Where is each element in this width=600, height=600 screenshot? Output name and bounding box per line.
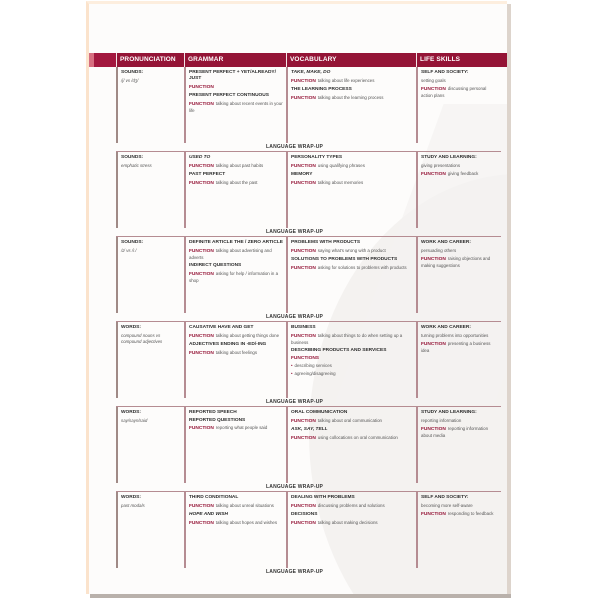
vocabulary-heading: SOLUTIONS TO PROBLEMS WITH PRODUCTS [291, 257, 398, 262]
function-label: FUNCTION [291, 333, 316, 339]
function-label: FUNCTION [189, 271, 214, 277]
header-life-skills: LIFE SKILLS [416, 53, 501, 67]
pronunciation-cell [116, 152, 184, 228]
grammar-heading: HOPE AND WISH [189, 512, 228, 517]
function-text: talking about oral communication [317, 417, 382, 423]
pronunciation-title: SOUNDS: [121, 240, 144, 245]
pronunciation-cell [116, 322, 184, 398]
life-skills-detail: setting goals [421, 77, 446, 83]
wrap-up-label: LANGUAGE WRAP-UP [266, 484, 324, 490]
function-text: talking about recent events in your life [189, 100, 283, 113]
vocabulary-heading: BUSINESS [291, 325, 316, 330]
vocabulary-heading: DESCRIBING PRODUCTS AND SERVICES [291, 348, 387, 353]
grammar-cell [184, 152, 286, 228]
function-label: FUNCTION [291, 78, 316, 84]
life-skills-cell [416, 237, 501, 313]
function-label: FUNCTION [189, 101, 214, 107]
function-label: FUNCTION [421, 342, 446, 347]
language-wrap-up [116, 313, 501, 322]
life-skills-title: WORK AND CAREER: [421, 325, 471, 330]
language-wrap-up [116, 143, 501, 152]
grammar-heading: REPORTED SPEECH [189, 410, 237, 415]
grammar-heading: THIRD CONDITIONAL [189, 495, 239, 500]
header-lead-strip [89, 53, 116, 67]
page-shadow-right [507, 4, 511, 597]
header-vocabulary: VOCABULARY [286, 53, 416, 67]
function-text: using qualifying phrases [317, 162, 365, 168]
grammar-heading: PRESENT PERFECT CONTINUOUS [189, 93, 269, 98]
function-text: talking about feelings [215, 349, 258, 355]
life-skills-detail: becoming more self-aware [421, 502, 473, 508]
life-skills-title: STUDY AND LEARNING: [421, 155, 477, 160]
table-row [89, 67, 507, 152]
function-label: FUNCTION [421, 87, 446, 92]
function-text: talking about past habits [215, 162, 264, 168]
pronunciation-cell [116, 492, 184, 568]
function-label: FUNCTION [291, 248, 316, 254]
table-row [89, 237, 507, 322]
function-text: responding to feedback [447, 511, 494, 516]
function-label: FUNCTION [189, 163, 214, 169]
function-text: asking for solutions to problems with products [317, 264, 407, 270]
function-label: FUNCTION [189, 520, 214, 526]
vocabulary-cell [286, 322, 416, 398]
grammar-heading: USED TO [189, 155, 211, 160]
grammar-heading: REPORTED QUESTIONS [189, 417, 246, 423]
life-skills-cell [416, 322, 501, 398]
pronunciation-cell [116, 67, 184, 143]
function-label: FUNCTION [189, 503, 214, 509]
life-skills-cell [416, 152, 501, 228]
grammar-heading: PRESENT PERFECT + YET/ALREADY/ JUST [189, 70, 276, 81]
function-label: FUNCTION [291, 520, 316, 526]
function-text: presenting a business idea [421, 341, 491, 353]
function-text: saying what's wrong with a product [317, 247, 386, 253]
function-label: FUNCTION [421, 512, 446, 517]
wrap-up-label: LANGUAGE WRAP-UP [266, 229, 324, 235]
vocabulary-cell [286, 67, 416, 143]
function-text: giving feedback [447, 171, 479, 176]
document-page [86, 1, 507, 594]
function-list-item: • describing services [291, 363, 413, 369]
function-label: FUNCTION [291, 95, 316, 101]
pronunciation-detail: /ɪ/ vs /iː/ [121, 247, 137, 253]
pronunciation-cell [116, 407, 184, 483]
life-skills-cell [416, 67, 501, 143]
function-text: discussing problems and solutions [317, 502, 385, 508]
vocabulary-cell [286, 407, 416, 483]
grammar-cell [184, 492, 286, 568]
function-label: FUNCTION [189, 84, 214, 90]
function-label: FUNCTION [421, 427, 446, 432]
grammar-cell [184, 237, 286, 313]
function-text: raising objections and making suggestions [421, 256, 491, 268]
function-label: FUNCTION [291, 163, 316, 169]
function-label: FUNCTION [291, 418, 316, 424]
life-skills-detail: turning problems into opportunities [421, 332, 489, 338]
function-label: FUNCTION [189, 180, 214, 186]
table-row [89, 152, 507, 237]
function-text: talking about the past [215, 179, 258, 185]
function-list-item: • agreeing/disagreeing [291, 371, 413, 377]
wrap-up-label: LANGUAGE WRAP-UP [266, 144, 324, 150]
vocabulary-cell [286, 492, 416, 568]
function-text: talking about things to do when setting up a business [291, 332, 403, 345]
pronunciation-detail: say/says/said [121, 417, 148, 423]
pronunciation-title: WORDS: [121, 325, 141, 330]
pronunciation-cell [116, 237, 184, 313]
grammar-cell [184, 322, 286, 398]
vocabulary-heading: PERSONALITY TYPES [291, 155, 343, 160]
function-text: using collocations on oral communication [317, 434, 398, 440]
wrap-up-label: LANGUAGE WRAP-UP [266, 399, 324, 405]
pronunciation-title: SOUNDS: [121, 155, 144, 160]
table-row [89, 492, 507, 577]
syllabus-table [89, 53, 507, 577]
function-text: reporting what people said [215, 425, 268, 430]
function-text: asking for help / information in a shop [189, 270, 279, 283]
pronunciation-title: SOUNDS: [121, 70, 144, 75]
pronunciation-detail: /j/ vs /dʒ/ [121, 77, 139, 83]
life-skills-title: SELF AND SOCIETY: [421, 70, 469, 75]
grammar-cell [184, 67, 286, 143]
life-skills-detail: persuading others [421, 247, 457, 253]
function-label: FUNCTION [189, 426, 214, 431]
life-skills-cell [416, 407, 501, 483]
life-skills-title: STUDY AND LEARNING: [421, 410, 477, 415]
vocabulary-heading: PROBLEMS WITH PRODUCTS [291, 240, 361, 245]
language-wrap-up [116, 483, 501, 492]
table-row [89, 322, 507, 407]
life-skills-cell [416, 492, 501, 568]
header-pronunciation: PRONUNCIATION [116, 53, 184, 67]
grammar-cell [184, 407, 286, 483]
grammar-heading: INDIRECT QUESTIONS [189, 263, 242, 268]
function-label: FUNCTION [421, 172, 446, 177]
function-text: discussing personal action plans [421, 86, 487, 98]
vocabulary-heading: ORAL COMMUNICATION [291, 410, 348, 415]
function-text: talking about life experiences [317, 77, 375, 83]
grammar-heading: DEFINITE ARTICLE THE / ZERO ARTICLE [189, 240, 283, 245]
function-text: talking about memories [317, 179, 364, 185]
pronunciation-detail: past modals [121, 502, 145, 508]
pronunciation-title: WORDS: [121, 410, 141, 415]
vocabulary-heading: TAKE, MAKE, DO [291, 70, 331, 75]
pronunciation-detail: emphatic stress [121, 162, 152, 168]
life-skills-detail: giving presentations [421, 162, 461, 168]
wrap-up-label: LANGUAGE WRAP-UP [266, 569, 324, 575]
language-wrap-up [116, 398, 501, 407]
function-text: talking about hopes and wishes [215, 519, 278, 525]
vocabulary-cell [286, 237, 416, 313]
function-label: FUNCTION [189, 248, 214, 254]
function-text: reporting information about media [421, 426, 489, 438]
function-text: talking about advertising and adverts [189, 247, 272, 260]
function-text: talking about getting things done [215, 332, 280, 338]
table-row [89, 407, 507, 492]
vocabulary-heading: ASK, SAY, TELL [291, 427, 328, 432]
function-text: talking about unreal situations [215, 502, 274, 508]
life-skills-title: SELF AND SOCIETY: [421, 495, 469, 500]
function-label: FUNCTION [189, 333, 214, 339]
functions-label: FUNCTIONS [291, 355, 319, 361]
language-wrap-up [116, 568, 501, 577]
function-label: FUNCTION [291, 180, 316, 186]
wrap-up-label: LANGUAGE WRAP-UP [266, 314, 324, 320]
vocabulary-heading: THE LEARNING PROCESS [291, 87, 352, 92]
function-list [291, 363, 413, 377]
grammar-heading: PAST PERFECT [189, 172, 226, 177]
pronunciation-title: WORDS: [121, 495, 141, 500]
vocabulary-cell [286, 152, 416, 228]
function-label: FUNCTION [189, 350, 214, 356]
function-label: FUNCTION [291, 503, 316, 509]
vocabulary-heading: MEMORY [291, 172, 313, 177]
pronunciation-detail: compound nouns vs compound adjectives [121, 332, 163, 344]
language-wrap-up [116, 228, 501, 237]
header-grammar: GRAMMAR [184, 53, 286, 67]
function-label: FUNCTION [421, 257, 446, 262]
grammar-heading: CAUSATIVE HAVE AND GET [189, 325, 254, 330]
function-text: talking about making decisions [317, 519, 378, 525]
vocabulary-heading: DEALING WITH PROBLEMS [291, 495, 355, 500]
function-text: talking about the learning process [317, 94, 384, 100]
function-label: FUNCTION [291, 265, 316, 271]
life-skills-detail: reporting information [421, 417, 462, 423]
grammar-heading: ADJECTIVES ENDING IN -ED/-ING [189, 342, 267, 347]
life-skills-title: WORK AND CAREER: [421, 240, 471, 245]
function-label: FUNCTION [291, 435, 316, 441]
table-header [89, 53, 507, 67]
vocabulary-heading: DECISIONS [291, 512, 318, 517]
page-shadow-bottom [90, 594, 511, 598]
